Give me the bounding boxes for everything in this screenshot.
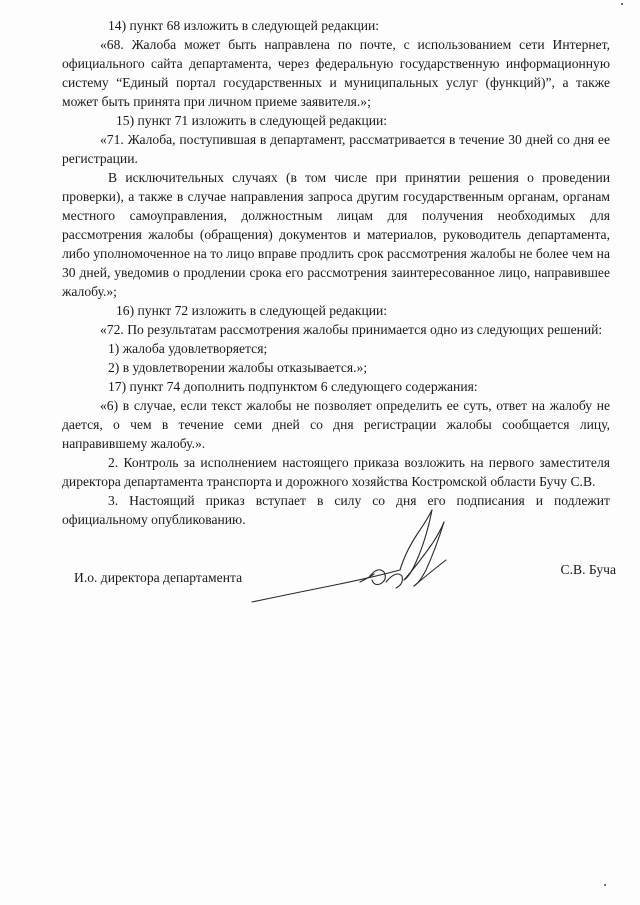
paragraph-item-14: 14) пункт 68 изложить в следующей редакции:: [108, 18, 380, 33]
paragraph-point-71: «71. Жалоба, поступившая в департамент, рассматривается в течение 30 дней со дня ее регистрации.: [62, 132, 610, 166]
paragraph-exceptional-cases: В исключительных случаях (в том числе при принятии решения о проведении проверки), а также в случае направления запроса другим государственным органам, органам местного самоуправления, должностным лицам для получения необходимых для рассмотрения жалобы (обращения) документов и материалов, руководитель департамента, либо уполномоченное на то лицо вправе продлить срок рассмотрения жалобы не более чем на 30 дней, уведомив о продлении срока его рассмотрения заинтересованное лицо, направившее жалобу.»;: [62, 170, 610, 299]
paragraph-effective: 3. Настоящий приказ вступает в силу со дня его подписания и подлежит официальному опубликованию.: [62, 493, 610, 527]
signatory-name: С.В. Буча: [560, 562, 616, 577]
paragraph-item-16: 16) пункт 72 изложить в следующей редакции:: [116, 303, 388, 318]
scan-speck: [604, 884, 606, 886]
signature-block: [62, 562, 616, 594]
paragraph-subpoint-6: «6) в случае, если текст жалобы не позволяет определить ее суть, ответ на жалобу не дается, о чем в течение семи дней со дня регистрации жалобы сообщается лицу, направившему жалобу.».: [62, 398, 610, 451]
document-body: [62, 16, 610, 529]
list-item-decision-1: 1) жалоба удовлетворяется;: [108, 341, 268, 356]
paragraph-point-72: «72. По результатам рассмотрения жалобы принимается одно из следующих решений:: [100, 322, 603, 337]
paragraph-control: 2. Контроль за исполнением настоящего приказа возложить на первого заместителя директора департамента транспорта и дорожного хозяйства Костромской области Бучу С.В.: [62, 455, 610, 489]
paragraph-point-68: «68. Жалоба может быть направлена по почте, с использованием сети Интернет, официального сайта департамента, через федеральную государственную информационную систему “Единый портал государственных и муниципальных услуг (функций)”, а также может быть принята при личном приеме заявителя.»;: [62, 37, 610, 109]
paragraph-item-15: 15) пункт 71 изложить в следующей редакции:: [116, 113, 388, 128]
paragraph-item-17: 17) пункт 74 дополнить подпунктом 6 следующего содержания:: [108, 379, 478, 394]
list-item-decision-2: 2) в удовлетворении жалобы отказывается.»;: [108, 360, 368, 375]
scan-speck: [621, 3, 623, 5]
signatory-title: И.о. директора департамента: [74, 570, 243, 585]
